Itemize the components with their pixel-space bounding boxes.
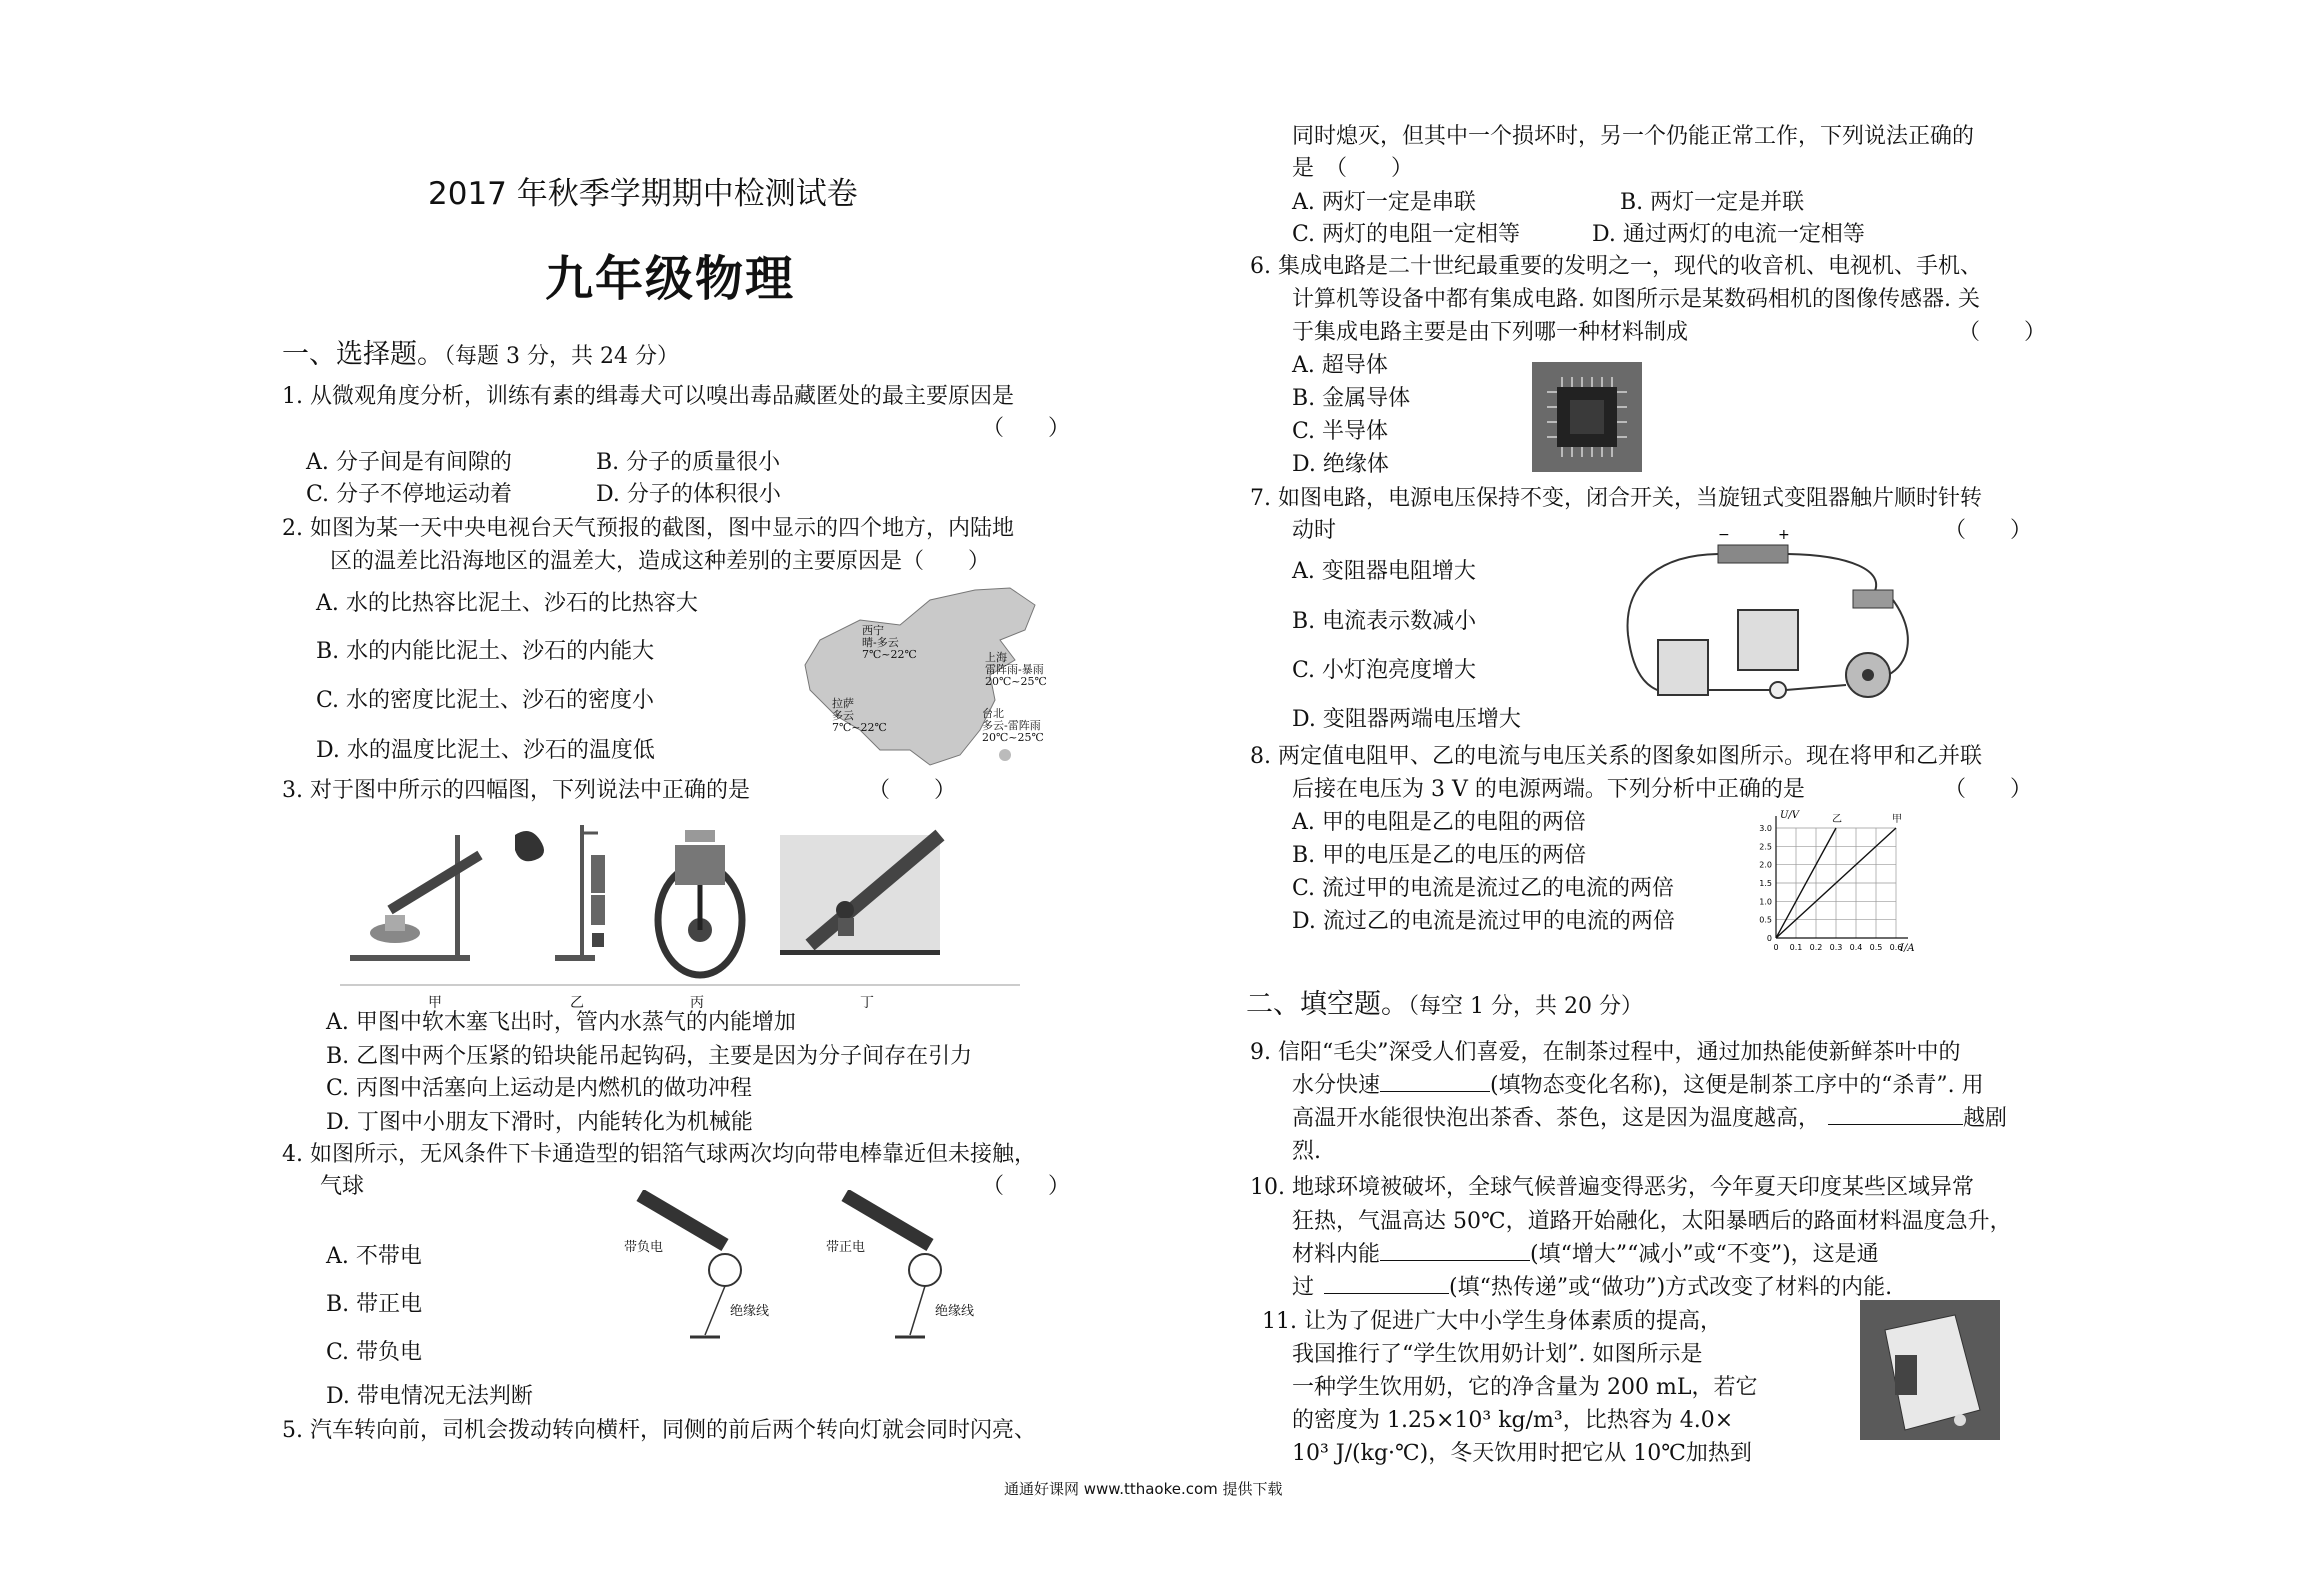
- q6-stem-line2: 计算机等设备中都有集成电路. 如图所示是某数码相机的图像传感器. 关: [1292, 287, 1980, 312]
- map-taibei-temp: 20℃~25℃: [982, 731, 1044, 744]
- q4-balloon-image: [610, 1190, 1010, 1350]
- series-label-1: 乙: [1832, 814, 1842, 825]
- exam-title: 2017 年秋季学期期中检测试卷: [428, 176, 858, 212]
- y-tick-label: 3.0: [1759, 824, 1772, 833]
- q2-option-a: A. 水的比热容比泥土、沙石的比热容大: [316, 591, 698, 616]
- q10-line4-text-a: 过: [1292, 1275, 1315, 1300]
- section1-title: 一、选择题。: [282, 339, 444, 370]
- q2-option-b: B. 水的内能比泥土、沙石的内能大: [316, 639, 655, 664]
- y-tick-label: 2.5: [1759, 842, 1772, 852]
- q3-option-c: C. 丙图中活塞向上运动是内燃机的做功冲程: [326, 1076, 753, 1101]
- q5-option-b: B. 两灯一定是并联: [1620, 190, 1805, 215]
- q8-stem-line2: 后接在电压为 3 V 的电源两端。下列分析中正确的是: [1292, 777, 1805, 802]
- q1-option-a: A. 分子间是有间隙的: [306, 450, 512, 475]
- y-tick-label: 2.0: [1759, 860, 1772, 870]
- y-tick-label: 1.5: [1759, 879, 1772, 888]
- q4-option-c: C. 带负电: [326, 1340, 423, 1365]
- fig-yi-drawing: [555, 825, 605, 961]
- fig-label-jia: 甲: [428, 995, 442, 1011]
- q10-line4: [1292, 1271, 1892, 1305]
- q4-option-d: D. 带电情况无法判断: [326, 1384, 533, 1409]
- q10-blank-1[interactable]: [1380, 1238, 1530, 1261]
- x-tick-label: 0.2: [1809, 943, 1823, 952]
- q10-line3: [1292, 1238, 1879, 1272]
- q10-line3-text-a: 材料内能: [1292, 1242, 1381, 1267]
- ui-graph: [1740, 810, 1940, 960]
- q7-option-d: D. 变阻器两端电压增大: [1292, 707, 1521, 732]
- q5-stem-line2: 同时熄灭，但其中一个损坏时，另一个仍能正常工作，下列说法正确的: [1292, 124, 1975, 149]
- fig-label-bing: 丙: [690, 995, 704, 1011]
- q6-option-a: A. 超导体: [1292, 353, 1388, 378]
- q4-label-wire-2: 绝缘线: [935, 1304, 975, 1319]
- map-shanghai-city: 上海: [985, 651, 1007, 664]
- q9-line3: [1292, 1102, 2007, 1136]
- q9-blank-1[interactable]: [1380, 1069, 1490, 1092]
- q4-option-b: B. 带正电: [326, 1292, 423, 1317]
- map-label-lasa: [832, 698, 887, 734]
- chip-image: [1532, 362, 1642, 472]
- q4-label-wire-1: 绝缘线: [730, 1304, 770, 1319]
- q10-blank-2[interactable]: [1324, 1271, 1449, 1294]
- x-tick-label: 0.5: [1869, 943, 1883, 952]
- footer-download-note: 通通好课网 www.tthaoke.com 提供下载: [1004, 1480, 1283, 1498]
- q8-stem-line1: 8. 两定值电阻甲、乙的电流与电压关系的图象如图所示。现在将甲和乙并联: [1250, 744, 1982, 769]
- x-axis-label: I/A: [1900, 943, 1915, 954]
- q5-option-d: D. 通过两灯的电流一定相等: [1592, 222, 1865, 247]
- circuit-image: [1618, 525, 1918, 710]
- x-tick-label: 0.3: [1829, 943, 1843, 952]
- q6-stem-line1: 6. 集成电路是二十世纪最重要的发明之一，现代的收音机、电视机、手机、: [1250, 254, 1982, 279]
- q5-option-c: C. 两灯的电阻一定相等: [1292, 222, 1521, 247]
- q9-line2: [1292, 1069, 1984, 1103]
- q9-line1: 9. 信阳“毛尖”深受人们喜爱，在制茶过程中，通过加热能使新鲜茶叶中的: [1250, 1040, 1961, 1065]
- q11-line2: 我国推行了“学生饮用奶计划”. 如图所示是: [1292, 1342, 1703, 1367]
- series-label-0: 甲: [1892, 814, 1902, 825]
- map-lasa-weather: 多云: [832, 709, 854, 722]
- q9-line4: 烈.: [1292, 1139, 1321, 1164]
- weather-map-figure: [800, 580, 1060, 780]
- q6-stem-line3: 于集成电路主要是由下列哪一种材料制成: [1292, 320, 1689, 345]
- q5-stem-line1: 5. 汽车转向前，司机会拨动转向横杆，同侧的前后两个转向灯就会同时闪亮、: [282, 1418, 1036, 1443]
- q9-line2-text-a: 水分快速: [1292, 1073, 1381, 1098]
- q7-circuit-figure: [1618, 525, 1918, 710]
- svg-text:+: +: [1778, 527, 1790, 543]
- q5-option-a: A. 两灯一定是串联: [1292, 190, 1476, 215]
- q6-option-d: D. 绝缘体: [1292, 452, 1389, 477]
- q10-line3-text-b: (填“增大”“减小”或“不变”)，这是通: [1530, 1242, 1879, 1267]
- q7-option-a: A. 变阻器电阻增大: [1292, 559, 1476, 584]
- q7-stem-line2: 动时: [1292, 518, 1337, 543]
- map-taibei-city: 台北: [982, 707, 1004, 720]
- section2-note: （每空 1 分，共 20 分）: [1408, 994, 1643, 1019]
- y-tick-label: 0.5: [1759, 915, 1772, 925]
- q4-label-pos: 带正电: [826, 1240, 866, 1255]
- q3-figures-image: [340, 815, 1020, 990]
- map-shanghai-weather: 雷阵雨-暴雨: [985, 663, 1044, 676]
- q6-option-c: C. 半导体: [1292, 419, 1389, 444]
- milk-image: [1860, 1300, 2000, 1440]
- q2-option-c: C. 水的密度比泥土、沙石的密度小: [316, 688, 655, 713]
- q1-option-c: C. 分子不停地运动着: [306, 482, 513, 507]
- q8-option-d: D. 流过乙的电流是流过甲的电流的两倍: [1292, 909, 1675, 934]
- fig-bing-drawing: [658, 830, 742, 975]
- image-sensor-photo: [1532, 362, 1642, 472]
- q11-line3: 一种学生饮用奶，它的净含量为 200 mL，若它: [1292, 1375, 1758, 1400]
- q9-line3-text-a: 高温开水能很快泡出茶香、茶色，这是因为温度越高，: [1292, 1106, 1821, 1131]
- section2-title: 二、填空题。: [1246, 989, 1408, 1020]
- fig-label-yi: 乙: [570, 995, 584, 1011]
- map-taibei-weather: 多云-雷阵雨: [982, 719, 1041, 732]
- svg-text:−: −: [1718, 527, 1730, 543]
- q1-paren: （ ）: [982, 416, 1071, 441]
- q10-line4-text-b: (填“热传递”或“做功”)方式改变了材料的内能.: [1449, 1275, 1893, 1300]
- q8-paren: （ ）: [1944, 777, 2033, 802]
- q9-blank-2[interactable]: [1828, 1102, 1963, 1125]
- x-tick-label: 0.4: [1849, 943, 1863, 952]
- map-label-taibei: [982, 708, 1044, 744]
- section1-note: （每题 3 分，共 24 分）: [444, 344, 679, 369]
- fig-ding-drawing: [780, 835, 940, 955]
- map-lasa-city: 拉萨: [832, 697, 854, 710]
- q4-label-neg: 带负电: [624, 1240, 664, 1255]
- q9-line2-text-b: (填物态变化名称)，这便是制茶工序中的“杀青”. 用: [1490, 1073, 1984, 1098]
- q11-line4: 的密度为 1.25×10³ kg/m³，比热容为 4.0×: [1292, 1408, 1734, 1433]
- fig-label-ding: 丁: [860, 995, 874, 1011]
- q4-balloon-figure: [610, 1190, 1010, 1350]
- q2-option-d: D. 水的温度比泥土、沙石的温度低: [316, 738, 655, 763]
- map-label-shanghai: [985, 652, 1047, 688]
- q7-option-b: B. 电流表示数减小: [1292, 609, 1477, 634]
- q5-stem-line3: 是 （ ）: [1292, 156, 1414, 181]
- map-xining-city: 西宁: [862, 624, 884, 637]
- q8-option-b: B. 甲的电压是乙的电压的两倍: [1292, 843, 1587, 868]
- milk-carton-photo: [1860, 1300, 2000, 1440]
- q4-option-a: A. 不带电: [326, 1244, 422, 1269]
- q11-line1: 11. 让为了促进广大中小学生身体素质的提高，: [1262, 1309, 1722, 1334]
- map-xining-weather: 晴-多云: [862, 636, 899, 649]
- q3-stem: 3. 对于图中所示的四幅图，下列说法中正确的是: [282, 778, 750, 803]
- q6-option-b: B. 金属导体: [1292, 386, 1411, 411]
- q4-stem-line1: 4. 如图所示，无风条件下卡通造型的铝箔气球两次均向带电棒靠近但未接触，: [282, 1142, 1036, 1167]
- map-xining-temp: 7℃~22℃: [862, 648, 917, 661]
- q11-line5: 10³ J/(kg·℃)，冬天饮用时把它从 10℃加热到: [1292, 1441, 1752, 1466]
- q1-option-b: B. 分子的质量很小: [596, 450, 781, 475]
- q4-stem-line2: 气球: [320, 1174, 365, 1199]
- map-shanghai-temp: 20℃~25℃: [985, 675, 1047, 688]
- q3-option-a: A. 甲图中软木塞飞出时，管内水蒸气的内能增加: [326, 1010, 796, 1035]
- x-tick-label: 0.1: [1789, 943, 1803, 952]
- fig-jia-drawing: [350, 831, 544, 961]
- subject-title: 九年级物理: [545, 251, 796, 307]
- q7-stem-line1: 7. 如图电路，电源电压保持不变，闭合开关，当旋钮式变阻器触片顺时针转: [1250, 486, 1982, 511]
- q3-option-d: D. 丁图中小朋友下滑时，内能转化为机械能: [326, 1110, 753, 1135]
- x-tick-label: 0: [1773, 943, 1779, 952]
- q4-paren: （ ）: [982, 1174, 1071, 1199]
- y-tick-label: 1.0: [1759, 897, 1772, 907]
- q8-option-c: C. 流过甲的电流是流过乙的电流的两倍: [1292, 876, 1675, 901]
- q7-option-c: C. 小灯泡亮度增大: [1292, 658, 1477, 683]
- map-lasa-temp: 7℃~22℃: [832, 721, 887, 734]
- section2-heading: [1246, 982, 1643, 1021]
- x-tick-label: 0.6: [1889, 943, 1903, 952]
- y-tick-label: 0: [1766, 934, 1772, 943]
- q7-paren: （ ）: [1944, 518, 2033, 543]
- q8-option-a: A. 甲的电阻是乙的电阻的两倍: [1292, 810, 1586, 835]
- q1-stem: 1. 从微观角度分析，训练有素的缉毒犬可以嗅出毒品藏匿处的最主要原因是: [282, 384, 1014, 409]
- q9-line3-text-b: 越剧: [1963, 1106, 2008, 1131]
- y-axis-label: U/V: [1780, 810, 1800, 821]
- q2-stem-line2: 区的温差比沿海地区的温差大，造成这种差别的主要原因是（ ）: [330, 549, 991, 574]
- q10-line1: 10. 地球环境被破坏，全球气候普遍变得恶劣，今年夏天印度某些区域异常: [1250, 1175, 1974, 1200]
- q3-four-figures: [340, 815, 1020, 990]
- q2-stem-line1: 2. 如图为某一天中央电视台天气预报的截图，图中显示的四个地方，内陆地: [282, 516, 1014, 541]
- q6-paren: （ ）: [1958, 320, 2047, 345]
- q3-paren: （ ）: [868, 778, 957, 803]
- map-label-xining: [862, 625, 917, 661]
- ui-graph-svg: [1740, 810, 1940, 960]
- section1-heading: [282, 332, 679, 371]
- q3-option-b: B. 乙图中两个压紧的铅块能吊起钩码，主要是因为分子间存在引力: [326, 1044, 973, 1069]
- q1-option-d: D. 分子的体积很小: [596, 482, 781, 507]
- q10-line2: 狂热，气温高达 50℃，道路开始融化，太阳暴晒后的路面材料温度急升，: [1292, 1209, 2012, 1234]
